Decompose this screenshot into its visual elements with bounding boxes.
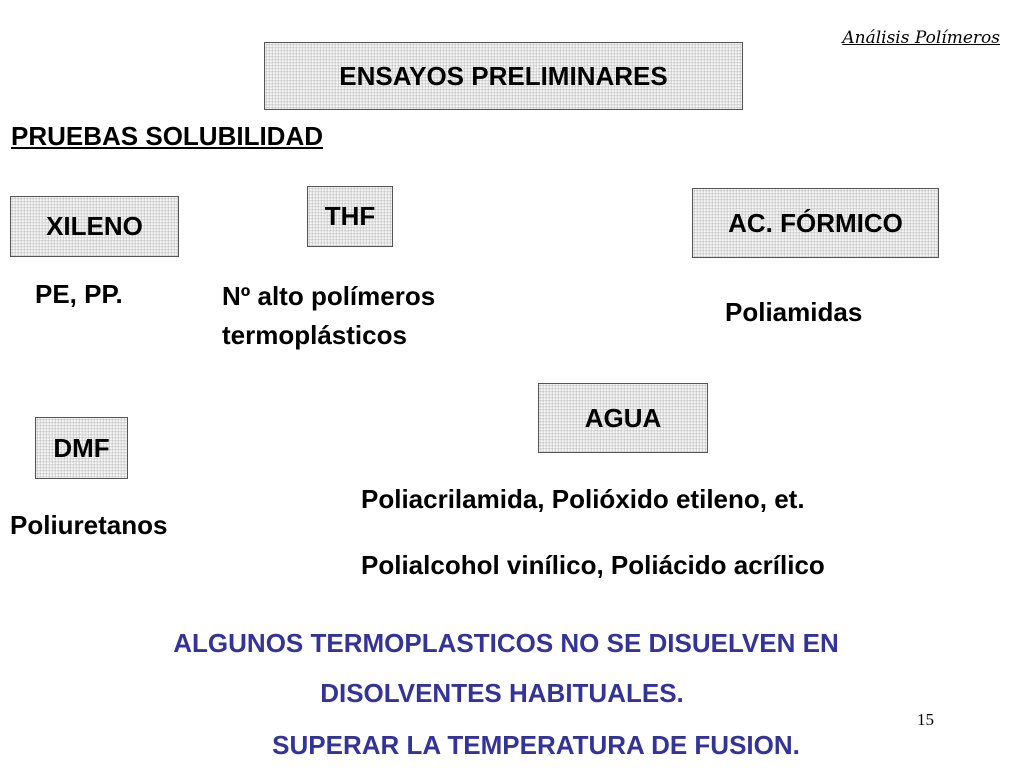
solvent-result-thf-line1: Nº alto polímeros <box>222 281 436 311</box>
note-line-1: ALGUNOS TERMOPLASTICOS NO SE DISUELVEN EN <box>173 628 839 658</box>
solvent-label: AC. FÓRMICO <box>728 207 903 238</box>
solvent-box-xileno <box>10 196 179 257</box>
solvent-label: DMF <box>53 432 110 463</box>
solvent-box-thf <box>307 186 393 247</box>
note-line-3: SUPERAR LA TEMPERATURA DE FUSION. <box>272 730 800 760</box>
solvent-result-dmf: Poliuretanos <box>10 510 168 540</box>
solvent-label: THF <box>324 201 376 231</box>
solvent-box-dmf <box>35 417 128 479</box>
page-title: ENSAYOS PRELIMINARES <box>339 60 668 91</box>
section-tag: Análisis Polímeros <box>842 28 1000 48</box>
solvent-result-agua-line1: Poliacrilamida, Polióxido etileno, et. <box>361 484 805 514</box>
section-subtitle: PRUEBAS SOLUBILIDAD <box>11 121 324 151</box>
page-number: 15 <box>917 710 934 729</box>
solvent-box-agua <box>538 383 708 453</box>
solvent-label: XILENO <box>46 211 143 241</box>
title-box <box>264 42 743 110</box>
note-line-2: DISOLVENTES HABITUALES. <box>320 678 684 708</box>
solvent-result-formico: Poliamidas <box>725 297 863 327</box>
solvent-label: AGUA <box>584 402 662 433</box>
solvent-result-thf-line2: termoplásticos <box>222 320 407 350</box>
solvent-result-agua-line2: Polialcohol vinílico, Poliácido acrílico <box>361 550 825 580</box>
solvent-result-xileno: PE, PP. <box>35 279 123 309</box>
solvent-box-formico <box>692 188 939 258</box>
